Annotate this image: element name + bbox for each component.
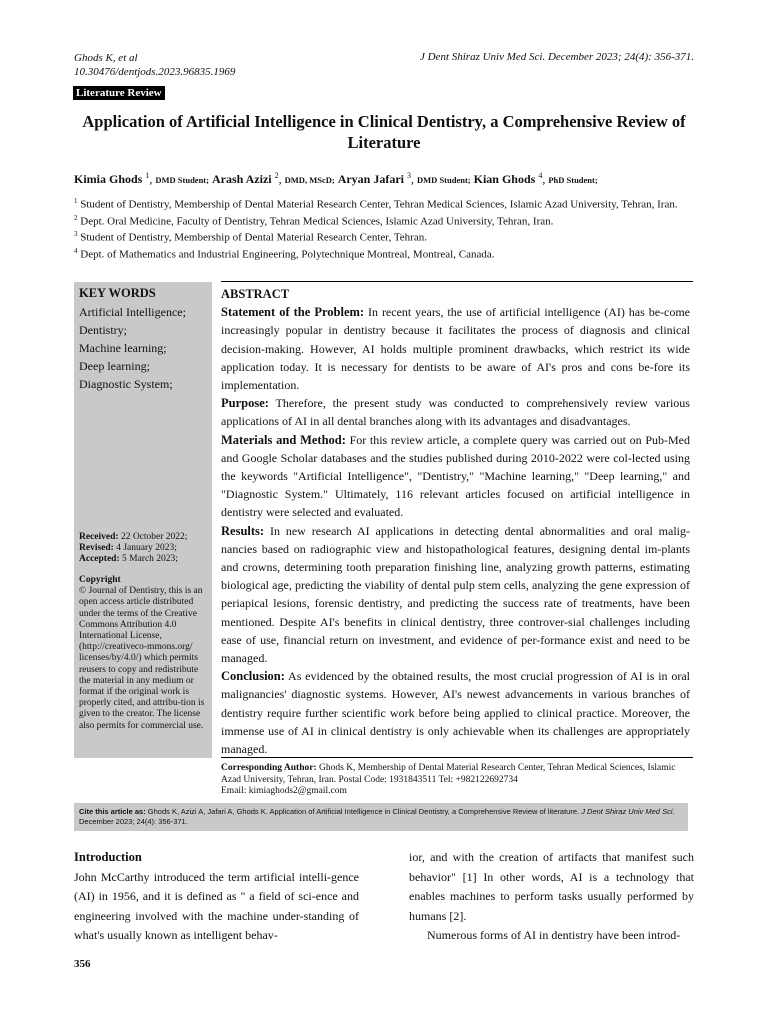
- author-name: Arash Azizi: [211, 172, 272, 186]
- author-degree: PhD Student;: [548, 175, 598, 185]
- copyright-notice: [79, 575, 209, 732]
- body-column-left: [74, 848, 359, 946]
- author-list: Kimia Ghods $^1$, DMD Student; Arash Azizi $^2$, DMD, MScD; Aryan Jafari $^3$, DMD Student; Kian Ghods $^4$, PhD Student;: [74, 171, 598, 186]
- author-sup: 2: [274, 171, 279, 180]
- author-name: Kimia Ghods: [74, 172, 143, 186]
- keywords-title: KEY WORDS: [79, 286, 156, 300]
- author-name: Kian Ghods: [473, 172, 536, 186]
- affiliation-list: [74, 195, 694, 262]
- keyword-item: Artificial Intelligence;: [79, 305, 186, 319]
- intro-heading: Introduction: [74, 850, 142, 864]
- abstract-results: Results: In new research AI applications in detecting dental abnormalities and oral malig-nancies based on radiographic view and histopathological features, designing dental im-plants and crowns, determining tooth preparation finishing line, analyzing growth patterns, estimating biological age, predicting the viability of dental pulp stem cells, analyzing the gene expression of periapical lesions, forensic dentistry, and predicting the success rate of treatments, have been mentioned. Despite AI's benefits in clinical dentistry, three controver-sial challenges including ease of use, financial return on investment, and evidence of per-formance exist and need to be managed.: [221, 523, 691, 666]
- keyword-item: Machine learning;: [79, 341, 167, 355]
- author-name: Aryan Jafari: [337, 172, 405, 186]
- accepted-date: 5 March 2023;: [122, 554, 178, 564]
- abstract-problem: Statement of the Problem: In recent years, the use of artificial intelligence (AI) has be-come increasingly popular in dentistry because it facilitates the process of diagnosis and clinical decision-making. However, AI holds multiple prominent drawbacks, which restrict its wide application today. It is necessary for dentists to be aware of AI's pros and cons be-fore its implementation.: [221, 305, 691, 393]
- author-sup: 4: [538, 171, 543, 180]
- intro-paragraph: Numerous forms of AI in dentistry have been introd-: [427, 928, 681, 942]
- affiliation: $^3$ Student of Dentistry, Membership of Dental Material Research Center, Tehran.: [74, 230, 427, 244]
- abstract-section: [221, 285, 690, 758]
- revised-date: 4 January 2023;: [116, 543, 177, 553]
- header-authors: Ghods K, et al: [74, 52, 138, 64]
- intro-paragraph: John McCarthy introduced the term artificial intelli-gence (AI) in 1956, and it is defined as " a field of sci-ence and engineering involved with the machine under-standing of what's usually known as intelligent behav-: [74, 869, 359, 942]
- abstract-conclusion: Conclusion: As evidenced by the obtained results, the most crucial progression of AI is in oral malignancies' diagnostic systems. However, AI's newest advancements in various branches of dentistry require further scientific work before being applied to clinical practice. Moreover, the immense use of AI in clinical dentistry is only achievable when its challenges are appropriately managed.: [221, 669, 690, 757]
- affiliation: $^2$ Dept. Oral Medicine, Faculty of Dentistry, Tehran Medical Sciences, Islamic Azad University, Tehran, Iran.: [74, 213, 554, 228]
- author-degree: DMD Student;: [155, 175, 209, 185]
- abstract-bottom-rule: [221, 757, 693, 758]
- header-doi[interactable]: 10.30476/dentjods.2023.96835.1969: [74, 66, 236, 78]
- article-dates: Received: 22 October 2022; Revised: 4 January 2023; Accepted: 5 March 2023;: [79, 532, 188, 564]
- copyright-text: © Journal of Dentistry, this is an open access article distributed under the terms of the Creative Commons Attribution 4.0 International License, (http://creativeco-mmons.org/ licenses/by/4.0/) which permits reusers to copy and redistribute the material in any medium or format if the original work is properly cited, and attribu-tion is given to the creator. The license also permits for commercial use.: [79, 586, 205, 731]
- affiliation: $^4$ Dept. of Mathematics and Industrial Engineering, Polytechnique Montreal, Montreal, Canada.: [74, 246, 495, 261]
- author-sup: 1: [145, 171, 150, 180]
- abstract-title: ABSTRACT: [221, 287, 290, 301]
- section-tag: Literature Review: [73, 86, 165, 100]
- article-title: Application of Artificial Intelligence in Clinical Dentistry, a Comprehensive Review of Literature: [82, 112, 686, 152]
- keywords-sidebar: [74, 282, 212, 758]
- received-date: 22 October 2022;: [120, 532, 188, 542]
- running-header-left: [74, 51, 235, 79]
- intro-paragraph: ior, and with the creation of artifacts that manifest such behavior" [1] In other words, AI is a technology that enables machines to perform tasks usually performed by humans [2].: [409, 850, 694, 923]
- citation-box: Cite this article as: Ghods K, Azizi A, Jafari A, Ghods K. Application of Artificial Intelligence in Clinical Dentistry, a Comprehensive Review of literature. J Dent Shiraz Univ Med Sci. December 2023; 24(4): 356-371.: [74, 803, 688, 831]
- body-column-right: [409, 848, 694, 946]
- keyword-item: Diagnostic System;: [79, 377, 173, 391]
- affiliation: $^1$ Student of Dentistry, Membership of Dental Material Research Center, Tehran Medical Sciences, Islamic Azad University, Tehran, Iran.: [74, 197, 678, 211]
- author-sup: 3: [407, 171, 412, 180]
- copyright-title: Copyright: [79, 575, 121, 585]
- author-degree: DMD Student;: [417, 175, 471, 185]
- abstract-methods: Materials and Method: For this review article, a complete query was carried out on Pub-Med and Google Scholar databases and the studies published during 2010-2022 were col-lected using the keywords "Artificial Intelligence", "Dentistry," "Machine learning," "Deep learning," and "Diagnostic System." Ultimately, 116 relevant articles focused on artificial intelligence in dentistry were selected and evaluated.: [221, 432, 690, 520]
- keyword-item: Deep learning;: [79, 359, 150, 373]
- keyword-item: Dentistry;: [79, 323, 127, 337]
- page-number: 356: [74, 958, 91, 970]
- corresponding-author: Corresponding Author: Ghods K, Membership of Dental Material Research Center, Tehran Medical Sciences, Islamic Azad University, Tehran, Iran. Postal Code: 1931843511 Tel: +982122692734 Email: kimiaghods2@gmail.com: [221, 763, 693, 798]
- author-degree: DMD, MScD;: [284, 175, 335, 185]
- abstract-purpose: Purpose: Therefore, the present study was conducted to comprehensively review various applications of AI in all dental branches along with its advantages and disadvantages.: [221, 396, 690, 429]
- corresponding-email[interactable]: Email: kimiaghods2@gmail.com: [221, 786, 347, 796]
- abstract-top-rule: [221, 281, 693, 282]
- header-journal: J Dent Shiraz Univ Med Sci. December 2023; 24(4): 356-371.: [419, 51, 694, 63]
